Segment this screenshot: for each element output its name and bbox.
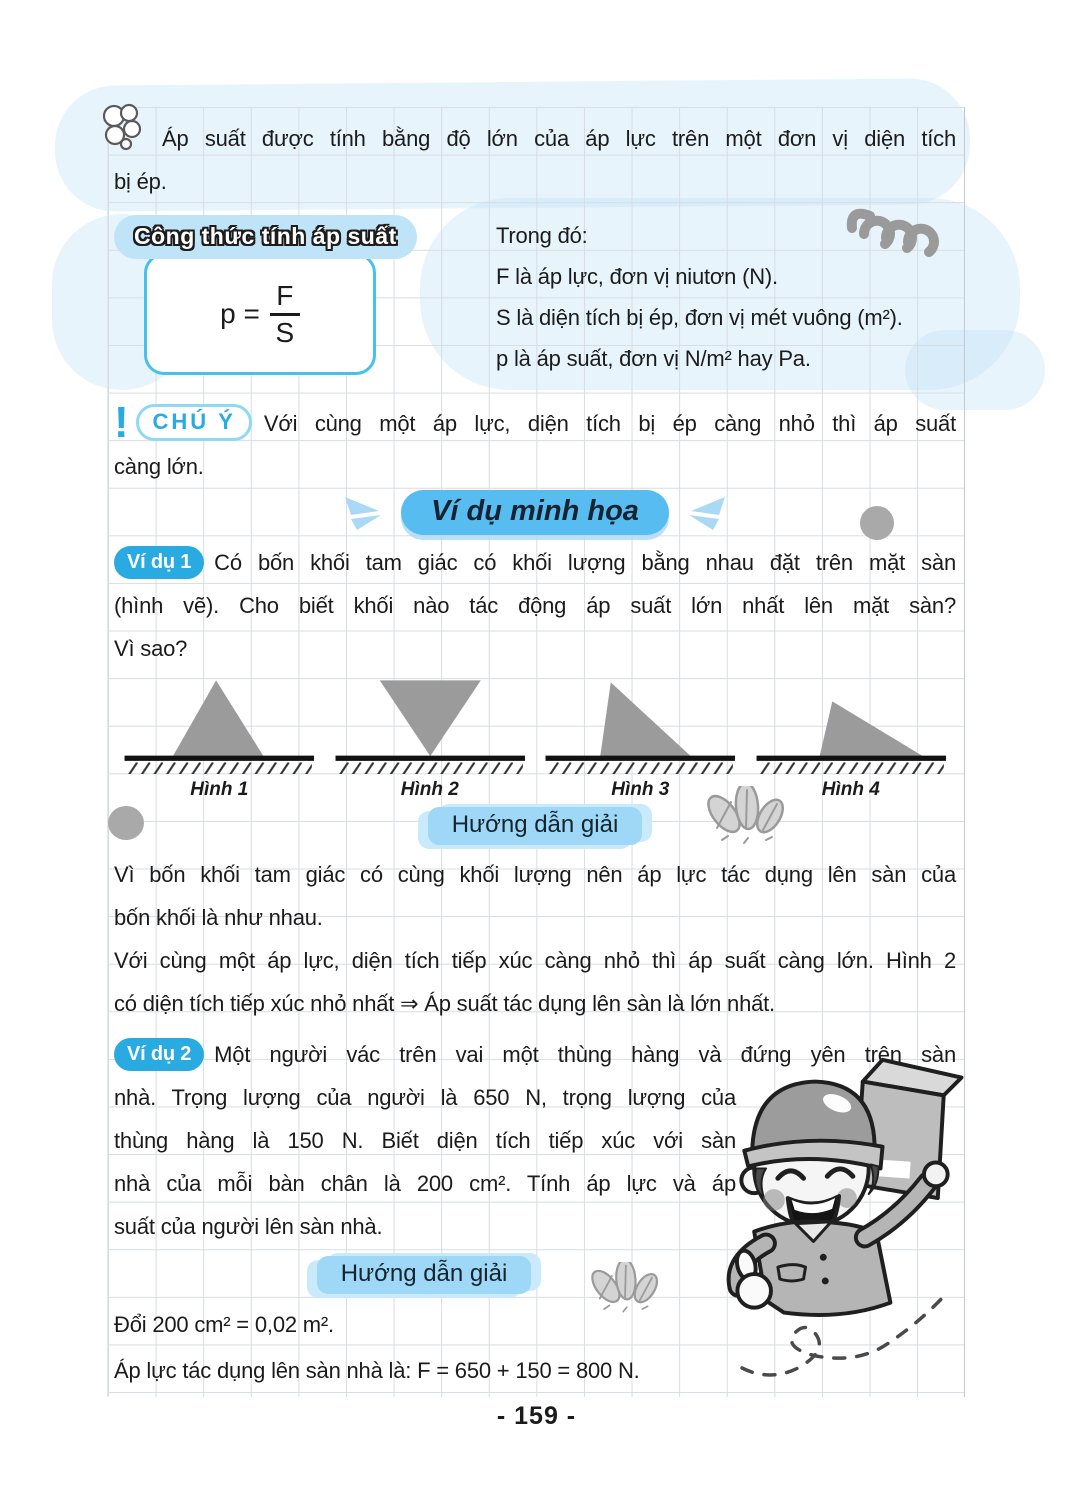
figure-2	[325, 674, 536, 801]
formula-section	[114, 215, 956, 379]
right-triangle-figure	[535, 674, 746, 779]
solution1-line: Vì bốn khối tam giác có cùng khối lượng nên áp lực tác dụng lên sàn của	[114, 862, 956, 888]
porter-cartoon	[726, 1048, 964, 1354]
solution1-line: có diện tích tiếp xúc nhỏ nhất ⇒ Áp suất tác dụng lên sàn là lớn nhất.	[114, 991, 775, 1017]
example2-line: suất của người lên sàn nhà.	[114, 1214, 383, 1240]
example2-line: nhà. Trọng lượng của người là 650 N, trọng lượng của	[114, 1085, 736, 1111]
triangle-down-figure	[325, 674, 536, 779]
solution2-heading-label: Hướng dẫn giải	[317, 1256, 532, 1294]
note-line: càng lớn.	[114, 454, 204, 479]
leaf-doodle-icon	[700, 786, 792, 848]
figure-1	[114, 674, 325, 801]
figure-4	[746, 674, 957, 801]
triangle-figures	[114, 674, 956, 801]
example1-line: (hình vẽ). Cho biết khối nào tác động áp suất lớn nhất lên mặt sàn?	[114, 593, 956, 618]
formula-panel-title: Công thức tính áp suất	[114, 215, 417, 259]
fraction-bar	[270, 313, 300, 316]
formula-panel	[114, 215, 434, 379]
leaf-doodle-icon	[585, 1262, 665, 1316]
intro-line: bị ép.	[114, 169, 167, 194]
example2-badge: Ví dụ 2	[114, 1038, 204, 1071]
examples-heading	[114, 490, 956, 535]
example1-section	[114, 541, 956, 670]
example2-line: nhà của mỗi bàn chân là 200 cm². Tính áp lực và áp	[114, 1171, 736, 1197]
figure-label: Hình 1	[190, 779, 249, 801]
formula-fraction	[270, 281, 300, 348]
legend-line: F là áp lực, đơn vị niutơn (N).	[496, 264, 778, 289]
formula-box	[144, 253, 376, 375]
pebble-icon	[108, 806, 144, 840]
legend-line: p là áp suất, đơn vị N/m² hay Pa.	[496, 346, 811, 371]
page-number: - 159 -	[496, 1402, 577, 1430]
chevron-right-icon	[343, 494, 387, 532]
example1-line	[114, 541, 956, 584]
cloud-doodle-icon	[96, 100, 146, 152]
solution2-line: Áp lực tác dụng lên sàn nhà là: F = 650 + 150 = 800 N.	[114, 1358, 640, 1384]
examples-heading-label: Ví dụ minh họa	[401, 490, 669, 535]
example1-badge: Ví dụ 1	[114, 546, 204, 579]
solution1-heading-label: Hướng dẫn giải	[428, 807, 643, 845]
legend-label: Trong đó:	[496, 223, 588, 248]
note-text: Với cùng một áp lực, diện tích bị ép càng nhỏ thì áp suất	[263, 411, 956, 436]
pebble-icon	[860, 506, 894, 540]
legend-line: S là diện tích bị ép, đơn vị mét vuông (m²).	[496, 305, 903, 330]
solution1-heading	[114, 807, 956, 845]
figure-3	[535, 674, 746, 801]
solution1-line: Với cùng một áp lực, diện tích tiếp xúc càng nhỏ thì áp suất càng lớn. Hình 2	[114, 948, 956, 974]
right-triangle-wide-figure	[746, 674, 957, 779]
formula-lhs: p =	[220, 298, 260, 329]
intro-paragraph	[114, 117, 956, 203]
solution2-line: Đổi 200 cm² = 0,02 m².	[114, 1312, 334, 1338]
note-line	[114, 398, 956, 447]
note-badge: CHÚ Ý	[136, 404, 251, 441]
example1-text: Có bốn khối tam giác có khối lượng bằng nhau đặt trên mặt sàn	[214, 550, 956, 575]
spring-doodle-icon	[846, 200, 942, 262]
triangle-up-figure	[114, 674, 325, 779]
exclamation-icon: !	[114, 398, 129, 447]
formula-denominator: S	[275, 316, 295, 348]
example2-text: Một người vác trên vai một thùng hàng và đứng yên trên sàn	[214, 1042, 956, 1068]
example1-line: Vì sao?	[114, 636, 188, 661]
figure-label: Hình 4	[821, 779, 880, 801]
intro-line: Áp suất được tính bằng độ lớn của áp lực trên một đơn vị diện tích	[162, 126, 956, 151]
figure-label: Hình 2	[400, 779, 459, 801]
note-section	[114, 398, 956, 488]
formula-numerator: F	[276, 279, 294, 311]
chevron-left-icon	[683, 494, 727, 532]
example2-line: thùng hàng là 150 N. Biết diện tích tiếp xúc với sàn	[114, 1128, 736, 1154]
figure-label: Hình 3	[611, 779, 670, 801]
solution1-line: bốn khối là như nhau.	[114, 905, 323, 931]
pressure-formula	[220, 281, 300, 348]
solution1-text	[114, 853, 956, 1025]
